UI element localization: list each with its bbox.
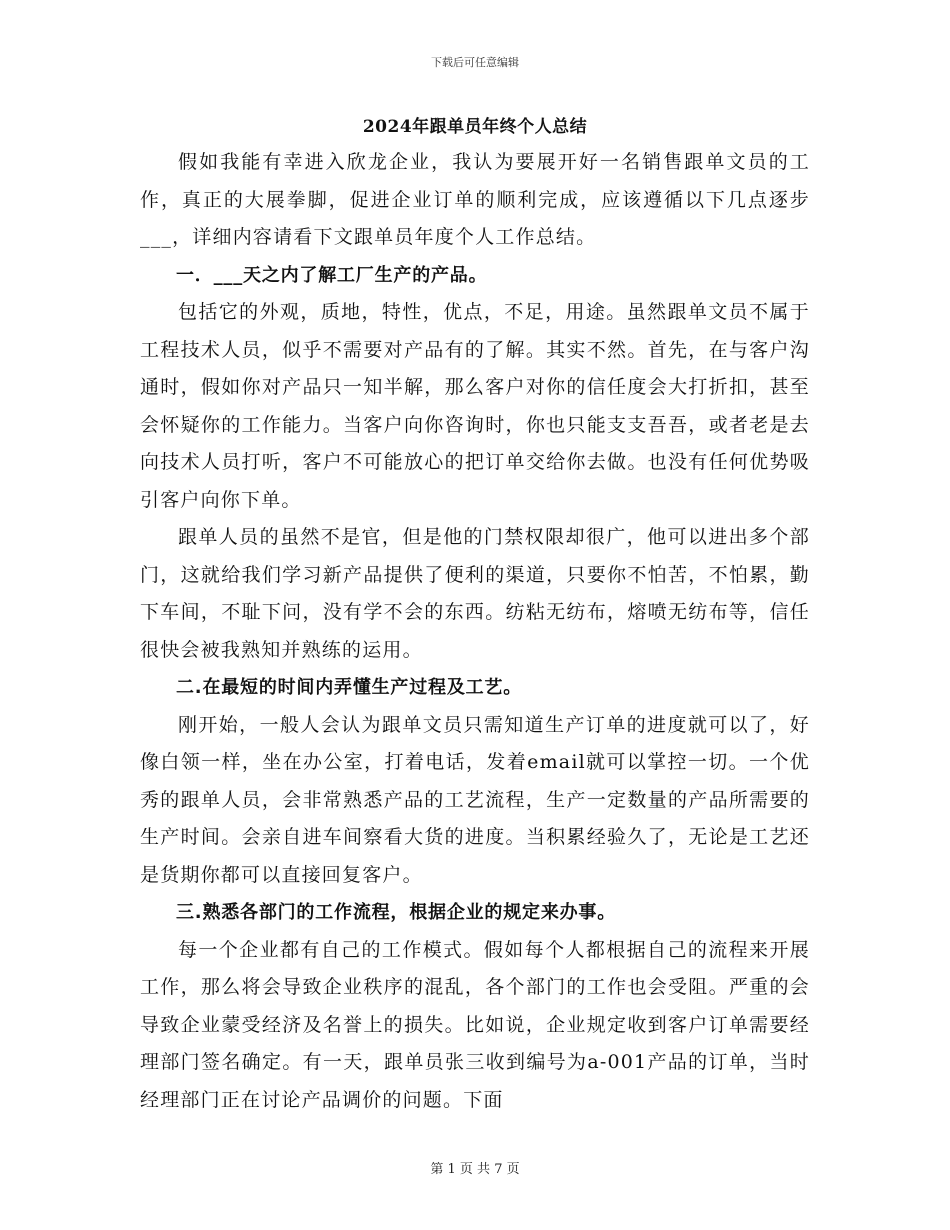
header-note: 下载后可任意编辑 (431, 56, 519, 69)
section-1-paragraph-1: 包括它的外观，质地，特性，优点，不足，用途。虽然跟单文员不属于工程技术人员，似乎不需要对产品有的了解。其实不然。首先，在与客户沟通时，假如你对产品只一知半解，那么客户对你的信任度会大打折扣，甚至会怀疑你的工作能力。当客户向你咨询时，你也只能支支吾吾，或者老是去向技术人员打听，客户不可能放心的把订单交给你去做。也没有任何优势吸引客户向你下单。 (140, 301, 810, 511)
intro-paragraph: 假如我能有幸进入欣龙企业，我认为要展开好一名销售跟单文员的工作，真正的大展拳脚，促进企业订单的顺利完成，应该遵循以下几点逐步___，详细内容请看下文跟单员年度个人工作总结。 (140, 151, 810, 248)
page-indicator: 第 1 页 共 7 页 (430, 1162, 520, 1177)
section-3-paragraph-1: 每一个企业都有自己的工作模式。假如每个人都根据自己的流程来开展工作，那么将会导致企业秩序的混乱，各个部门的工作也会受阻。严重的会导致企业蒙受经济及名誉上的损失。比如说，企业规定收到客户订单需要经理部门签名确定。有一天，跟单员张三收到编号为a-001产品的订单，当时经理部门正在讨论产品调价的问题。下面 (140, 938, 810, 1111)
section-3-heading: 三.熟悉各部门的工作流程，根据企业的规定来办事。 (176, 902, 617, 923)
section-1-paragraph-2: 跟单人员的虽然不是官，但是他的门禁权限却很广，他可以进出多个部门，这就给我们学习新产品提供了便利的渠道，只要你不怕苦，不怕累，勤下车间，不耻下问，没有学不会的东西。纺粘无纺布，熔喷无纺布等，信任很快会被我熟知并熟练的运用。 (140, 526, 810, 661)
document-title: 2024年跟单员年终个人总结 (362, 117, 588, 137)
section-2-paragraph-1: 刚开始，一般人会认为跟单文员只需知道生产订单的进度就可以了，好像白领一样，坐在办公室，打着电话，发着email就可以掌控一切。一个优秀的跟单人员，会非常熟悉产品的工艺流程，生产一定数量的产品所需要的生产时间。会亲自进车间察看大货的进度。当积累经验久了，无论是工艺还是货期你都可以直接回复客户。 (140, 713, 810, 886)
section-2-heading: 二.在最短的时间内弄懂生产过程及工艺。 (176, 677, 523, 698)
section-1-heading: 一．___天之内了解工厂生产的产品。 (176, 264, 488, 286)
document-body (140, 112, 810, 1119)
